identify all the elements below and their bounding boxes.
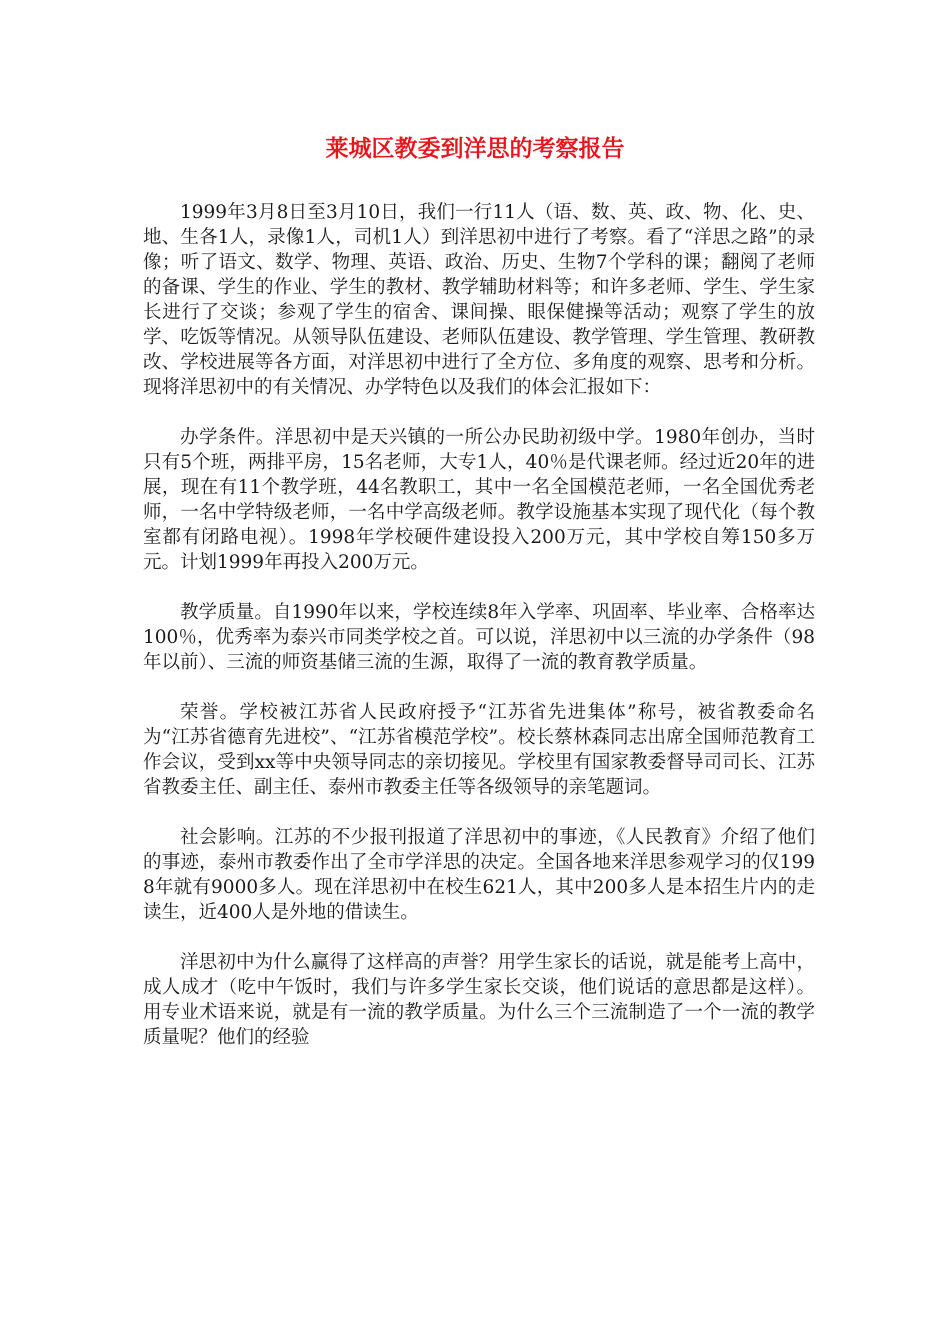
paragraph-intro: 1999年3月8日至3月10日，我们一行11人（语、数、英、政、物、化、史、地、生各1人，录像1人，司机1人）到洋思初中进行了考察。看了“洋思之路”的录像；听了语文、数学、物理、英语、政治、历史、生物7个学科的课；翻阅了老师的备课、学生的作业、学生的教材、教学辅助材料等；和许多老师、学生、学生家长进行了交谈；参观了学生的宿舍、课间操、眼保健操等活动；观察了学生的放学、吃饭等情况。从领导队伍建设、老师队伍建设、教学管理、学生管理、教研教改、学校进展等各方面，对洋思初中进行了全方位、多角度的观察、思考和分析。现将洋思初中的有关情况、办学特色以及我们的体会汇报如下： xyxy=(143,202,815,398)
paragraph-social-impact: 社会影响。江苏的不少报刊报道了洋思初中的事迹，《人民教育》介绍了他们的事迹，泰州市教委作出了全市学洋思的决定。全国各地来洋思参观学习的仅1998年就有9000多人。现在洋思初中在校生621人，其中200多人是本招生片内的走读生，近400人是外地的借读生。 xyxy=(143,827,815,923)
paragraph-honors: 荣誉。学校被江苏省人民政府授予“江苏省先进集体”称号，被省教委命名为“江苏省德育先进校”、“江苏省模范学校”。校长蔡林森同志出席全国师范教育工作会议，受到xx等中央领导同志的亲切接见。学校里有国家教委督导司司长、江苏省教委主任、副主任、泰州市教委主任等各级领导的亲笔题词。 xyxy=(143,702,815,798)
paragraph-teaching-quality: 教学质量。自1990年以来，学校连续8年入学率、巩固率、毕业率、合格率达100％，优秀率为泰兴市同类学校之首。可以说，洋思初中以三流的办学条件（98年以前）、三流的师资基储三流的生源，取得了一流的教育教学质量。 xyxy=(143,602,815,673)
document-title: 莱城区教委到洋思的考察报告 xyxy=(325,136,625,162)
paragraph-school-conditions: 办学条件。洋思初中是天兴镇的一所公办民助初级中学。1980年创办，当时只有5个班，两排平房，15名老师，大专1人，40％是代课老师。经过近20年的进展，现在有11个教学班，44名教职工，其中一名全国模范老师，一名全国优秀老师，一名中学特级老师，一名中学高级老师。教学设施基本实现了现代化（每个教室都有闭路电视）。1998年学校硬件建设投入200万元，其中学校自筹150多万元。计划1999年再投入200万元。 xyxy=(143,427,815,573)
document-body xyxy=(143,200,815,1075)
paragraph-reputation: 洋思初中为什么赢得了这样高的声誉？用学生家长的话说，就是能考上高中，成人成才（吃中午饭时，我们与许多学生家长交谈，他们说话的意思都是这样）。用专业术语来说，就是有一流的教学质量。为什么三个三流制造了一个一流的教学质量呢？他们的经验 xyxy=(143,952,815,1048)
